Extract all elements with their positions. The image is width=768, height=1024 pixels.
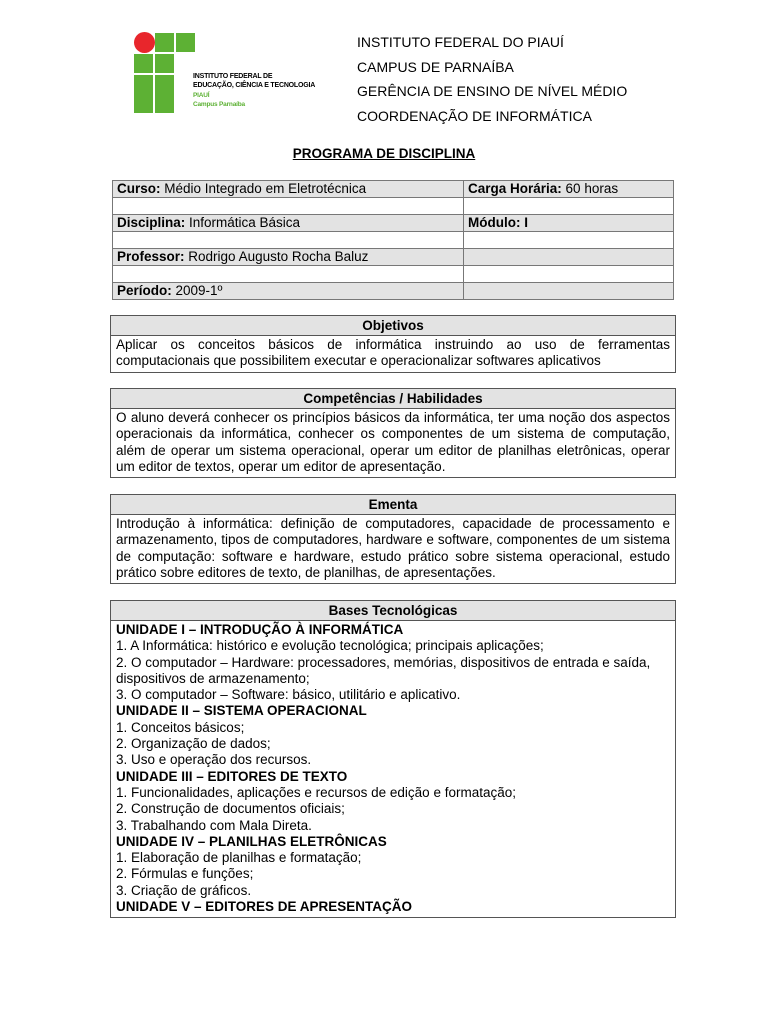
bases-tecnologicas-section — [110, 600, 676, 918]
section-body: O aluno deverá conhecer os princípios básicos da informática, ter uma noção dos aspectos operacionais da informática, conhecer os componentes de um sistema de computação, além de operar um sistema operacional, operar um editor de planilhas eletrônicas, operar um editor de textos, operar um editor de apresentação. — [116, 410, 670, 474]
course-info-table — [112, 180, 674, 300]
section-body: Introdução à informática: definição de computadores, capacidade de processamento e armazenamento, tipos de computadores, hardware e software, componentes de um sistema de computação: software e hardware, estudo prático sobre sistema operacional, estudo prático sobre editores de texto, de planilhas, de apresentações. — [116, 516, 670, 580]
curso-cell: Curso: Médio Integrado em Eletrotécnica — [113, 181, 464, 198]
section-header: Competências / Habilidades — [111, 389, 675, 409]
unit-heading: UNIDADE III – EDITORES DE TEXTO — [116, 768, 348, 784]
institution-header — [357, 30, 627, 128]
ifpi-logo — [134, 32, 334, 114]
unit-heading: UNIDADE II – SISTEMA OPERACIONAL — [116, 703, 367, 719]
unit-heading: UNIDADE IV – PLANILHAS ELETRÔNICAS — [116, 833, 387, 849]
disciplina-cell: Disciplina: Informática Básica — [113, 215, 464, 232]
institution-line: INSTITUTO FEDERAL DO PIAUÍ — [357, 34, 564, 50]
professor-cell: Professor: Rodrigo Augusto Rocha Baluz — [113, 249, 464, 266]
section-header: Objetivos — [111, 316, 675, 336]
logo-red-dot — [134, 32, 155, 53]
unit-item: 3. O computador – Software: básico, utilitário e aplicativo. — [116, 687, 461, 703]
unit-item: 2. Organização de dados; — [116, 736, 271, 752]
unit-item: 1. Funcionalidades, aplicações e recursos de edição e formatação; — [116, 784, 516, 800]
institution-line: CAMPUS DE PARNAÍBA — [357, 58, 514, 75]
unit-item: 3. Uso e operação dos recursos. — [116, 752, 312, 768]
unit-item: 3. Trabalhando com Mala Direta. — [116, 817, 312, 833]
unit-item: 3. Criação de gráficos. — [116, 882, 252, 898]
logo-text-1: INSTITUTO FEDERAL DE — [193, 73, 273, 80]
unit-item: 1. Conceitos básicos; — [116, 719, 245, 735]
unit-item: 1. Elaboração de planilhas e formatação; — [116, 850, 362, 866]
institution-line: COORDENAÇÃO DE INFORMÁTICA — [357, 107, 592, 124]
logo-text-4: Campus Parnaíba — [193, 101, 245, 108]
logo-text-2: EDUCAÇÃO, CIÊNCIA E TECNOLOGIA — [193, 82, 316, 89]
unit-item: 2. Construção de documentos oficiais; — [116, 801, 345, 817]
institution-line: GERÊNCIA DE ENSINO DE NÍVEL MÉDIO — [357, 83, 628, 99]
document-title: PROGRAMA DE DISCIPLINA — [292, 146, 476, 161]
logo-text-3: PIAUÍ — [193, 92, 210, 99]
periodo-cell: Período: 2009-1º — [113, 283, 464, 300]
unit-heading: UNIDADE I – INTRODUÇÃO À INFORMÁTICA — [116, 622, 404, 637]
unit-heading: UNIDADE V – EDITORES DE APRESENTAÇÃO — [116, 899, 413, 915]
unit-item: 2. O computador – Hardware: processadores, memórias, dispositivos de entrada e saída, dispositivos de armazenamento; — [116, 654, 651, 686]
unit-item: 2. Fórmulas e funções; — [116, 866, 254, 882]
unit-item: 1. A Informática: histórico e evolução tecnológica; principais aplicações; — [116, 638, 544, 654]
carga-cell: Carga Horária: 60 horas — [464, 181, 674, 198]
section-header: Bases Tecnológicas — [111, 601, 675, 621]
ementa-section — [110, 494, 676, 584]
competencias-section — [110, 388, 676, 478]
section-body — [111, 621, 675, 917]
modulo-cell: Módulo: I — [464, 215, 674, 232]
objetivos-section — [110, 315, 676, 373]
section-header: Ementa — [111, 495, 675, 515]
section-body: Aplicar os conceitos básicos de informática instruindo ao uso de ferramentas computacionais que possibilitem executar e operacionalizar softwares aplicativos — [116, 337, 670, 369]
